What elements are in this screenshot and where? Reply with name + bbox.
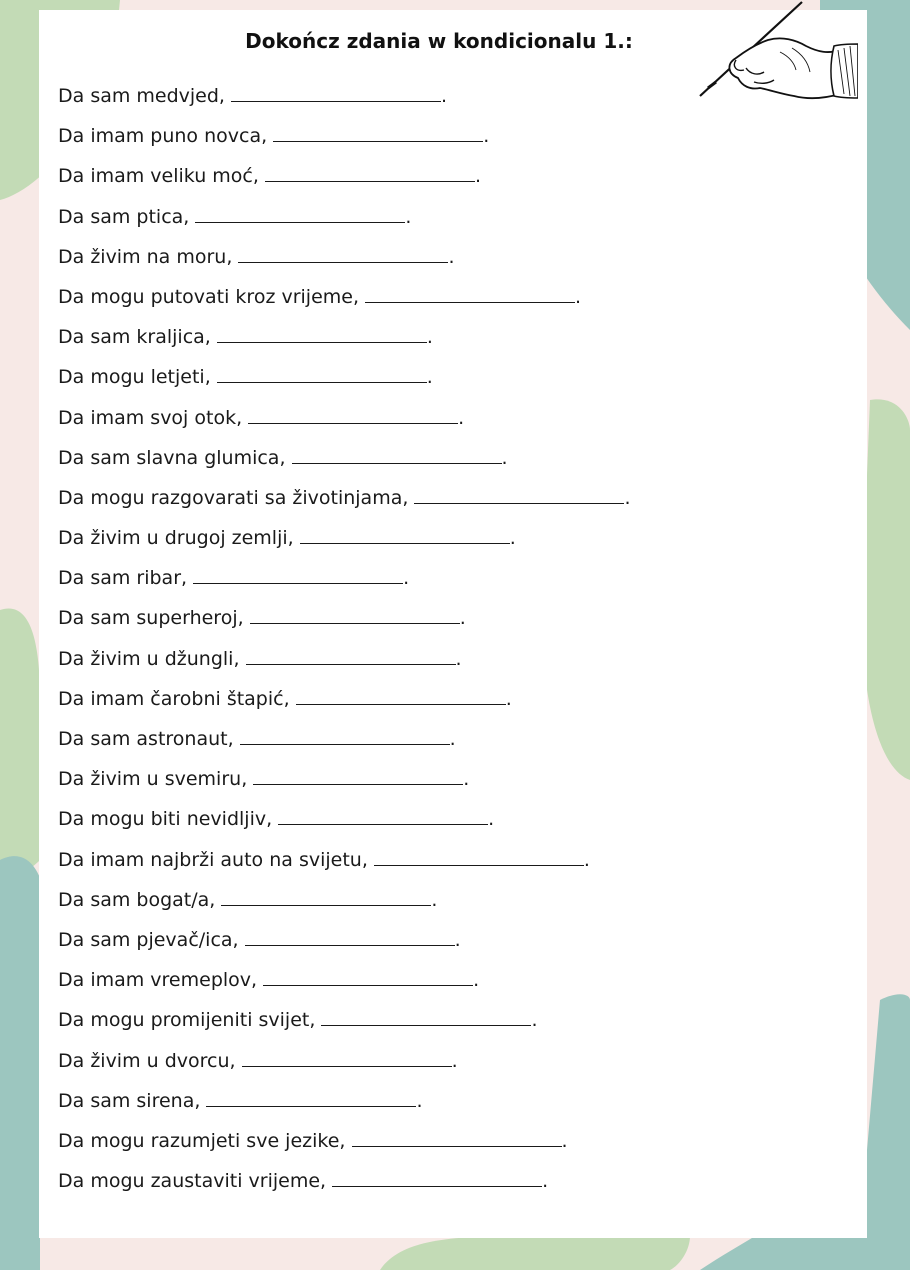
worksheet-title: Dokończ zdania w kondicionalu 1.: xyxy=(245,29,633,53)
sentence-period: . xyxy=(454,928,461,951)
sentence-item xyxy=(58,518,630,558)
hand-holding-quill-pen-icon xyxy=(698,0,858,110)
sentence-period: . xyxy=(483,125,490,148)
sentence-period: . xyxy=(463,768,470,791)
sentence-item xyxy=(58,76,630,116)
sentence-item xyxy=(58,1000,630,1040)
sentence-item xyxy=(58,558,630,598)
sentence-prefix: Da sam astronaut, xyxy=(58,728,240,750)
sentence-prefix: Da sam ptica, xyxy=(58,205,196,228)
sentence-period: . xyxy=(531,1009,538,1032)
sentence-prefix: Da živim na moru, xyxy=(58,245,239,268)
sentence-period: . xyxy=(505,687,512,710)
sentence-period: . xyxy=(459,607,466,630)
answer-blank[interactable] xyxy=(193,563,403,584)
answer-blank[interactable] xyxy=(242,1046,452,1067)
sentence-period: . xyxy=(624,486,631,509)
answer-blank[interactable] xyxy=(332,1166,542,1187)
answer-blank[interactable] xyxy=(238,242,448,263)
sentence-item xyxy=(58,317,630,357)
sentence-period: . xyxy=(426,366,433,389)
answer-blank[interactable] xyxy=(246,644,456,665)
sentence-prefix: Da mogu biti nevidljiv, xyxy=(58,808,279,831)
sentence-prefix: Da sam slavna glumica, xyxy=(58,446,292,469)
sentence-period: . xyxy=(448,245,455,268)
sentence-period: . xyxy=(501,446,508,469)
sentence-prefix: Da mogu letjeti, xyxy=(58,366,217,389)
sentence-prefix: Da mogu razgovarati sa životinjama, xyxy=(58,486,415,509)
answer-blank[interactable] xyxy=(273,121,483,142)
sentence-prefix: Da imam veliku moć, xyxy=(58,165,265,188)
sentence-period: . xyxy=(441,85,448,107)
sentence-prefix: Da imam čarobni štapić, xyxy=(58,687,296,710)
sentence-period: . xyxy=(473,969,480,992)
sentence-prefix: Da mogu razumjeti sve jezike, xyxy=(58,1129,352,1152)
sentence-period: . xyxy=(575,285,582,308)
answer-blank[interactable] xyxy=(195,202,405,223)
sentence-item xyxy=(58,277,630,317)
sentence-prefix: Da živim u svemiru, xyxy=(58,768,254,791)
sentence-item xyxy=(58,156,630,196)
sentence-item xyxy=(58,639,630,679)
answer-blank[interactable] xyxy=(250,603,460,624)
sentence-prefix: Da mogu putovati kroz vrijeme, xyxy=(58,285,366,308)
sentence-period: . xyxy=(426,326,433,349)
sentence-period: . xyxy=(561,1129,568,1152)
answer-blank[interactable] xyxy=(321,1005,531,1026)
sentence-item xyxy=(58,598,630,638)
sentence-prefix: Da živim u dvorcu, xyxy=(58,1049,242,1072)
sentence-prefix: Da mogu promijeniti svijet, xyxy=(58,1009,322,1032)
sentence-item xyxy=(58,1081,630,1121)
sentence-period: . xyxy=(542,1170,549,1193)
sentence-item xyxy=(58,478,630,518)
sentence-period: . xyxy=(405,205,412,228)
sentence-period: . xyxy=(403,567,410,590)
sentence-prefix: Da živim u drugoj zemlji, xyxy=(58,527,300,550)
sentence-prefix: Da imam svoj otok, xyxy=(58,406,249,429)
sentence-item xyxy=(58,1161,630,1201)
answer-blank[interactable] xyxy=(374,845,584,866)
answer-blank[interactable] xyxy=(221,885,431,906)
sentence-item xyxy=(58,799,630,839)
sentence-item xyxy=(58,197,630,237)
answer-blank[interactable] xyxy=(231,81,441,102)
sentence-item xyxy=(58,398,630,438)
answer-blank[interactable] xyxy=(292,443,502,464)
sentence-item xyxy=(58,840,630,880)
answer-blank[interactable] xyxy=(245,925,455,946)
sentence-prefix: Da sam bogat/a, xyxy=(58,888,222,911)
sentence-period: . xyxy=(451,1049,458,1072)
sentence-prefix: Da sam sirena, xyxy=(58,1089,207,1112)
answer-blank[interactable] xyxy=(263,965,473,986)
sentence-item xyxy=(58,759,630,799)
answer-blank[interactable] xyxy=(217,322,427,343)
sentence-prefix: Da sam pjevač/ica, xyxy=(58,928,245,951)
sentence-prefix: Da sam medvjed, xyxy=(58,85,232,107)
worksheet-page xyxy=(39,10,867,1238)
sentence-prefix: Da mogu zaustaviti vrijeme, xyxy=(58,1170,333,1193)
sentence-item xyxy=(58,1041,630,1081)
sentence-item xyxy=(58,116,630,156)
sentence-item xyxy=(58,438,630,478)
sentence-period: . xyxy=(509,527,516,550)
sentence-prefix: Da sam kraljica, xyxy=(58,326,217,349)
answer-blank[interactable] xyxy=(278,804,488,825)
sentence-period: . xyxy=(474,165,481,188)
sentence-list xyxy=(58,76,630,1201)
sentence-period: . xyxy=(583,848,590,871)
sentence-item xyxy=(58,1121,630,1161)
sentence-item xyxy=(58,679,630,719)
answer-blank[interactable] xyxy=(253,764,463,785)
answer-blank[interactable] xyxy=(248,403,458,424)
sentence-item xyxy=(58,719,630,759)
sentence-period: . xyxy=(455,647,462,670)
answer-blank[interactable] xyxy=(352,1126,562,1147)
answer-blank[interactable] xyxy=(300,523,510,544)
sentence-period: . xyxy=(431,888,438,911)
answer-blank[interactable] xyxy=(217,362,427,383)
sentence-item xyxy=(58,357,630,397)
sentence-item xyxy=(58,920,630,960)
answer-blank[interactable] xyxy=(240,724,450,745)
sentence-prefix: Da živim u džungli, xyxy=(58,647,246,670)
sentence-period: . xyxy=(458,406,465,429)
answer-blank[interactable] xyxy=(365,282,575,303)
sentence-period: . xyxy=(488,808,495,831)
answer-blank[interactable] xyxy=(414,483,624,504)
sentence-prefix: Da imam vremeplov, xyxy=(58,969,264,992)
sentence-item xyxy=(58,880,630,920)
sentence-period: . xyxy=(416,1089,423,1112)
sentence-prefix: Da imam najbrži auto na svijetu, xyxy=(58,848,374,871)
sentence-prefix: Da imam puno novca, xyxy=(58,125,274,148)
sentence-item xyxy=(58,237,630,277)
sentence-item xyxy=(58,960,630,1000)
sentence-period: . xyxy=(449,728,456,750)
answer-blank[interactable] xyxy=(296,684,506,705)
sentence-prefix: Da sam superheroj, xyxy=(58,607,250,630)
green-blob-left xyxy=(0,608,40,880)
answer-blank[interactable] xyxy=(206,1086,416,1107)
answer-blank[interactable] xyxy=(265,161,475,182)
sentence-prefix: Da sam ribar, xyxy=(58,567,194,590)
